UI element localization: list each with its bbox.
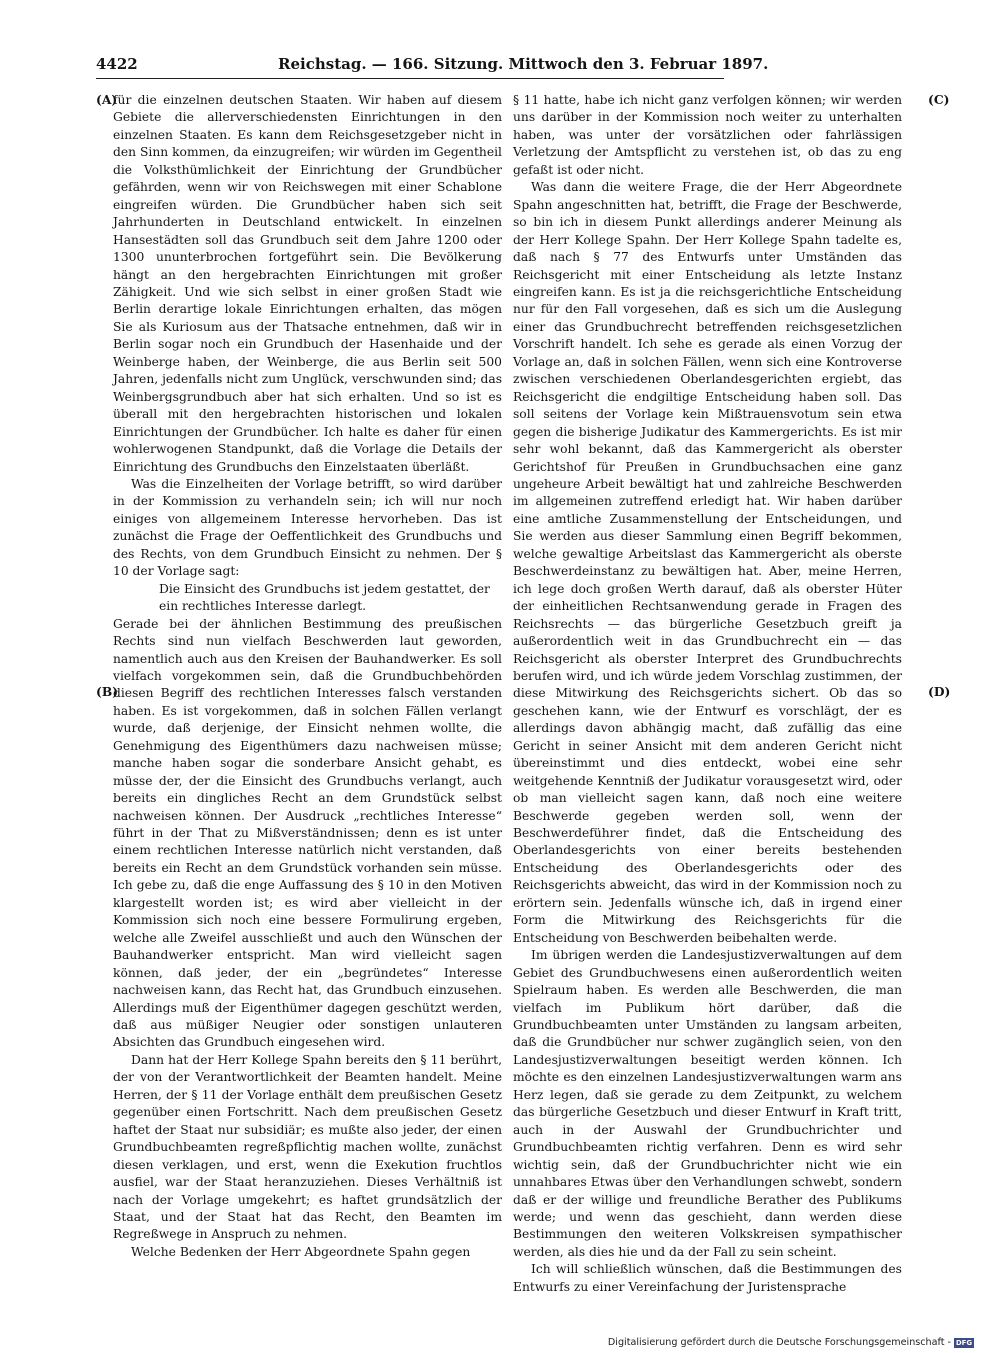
credit-text: Digitalisierung gefördert durch die Deutsche Forschungsgemeinschaft -	[607, 1337, 951, 1348]
dfg-logo: DFG	[955, 1338, 973, 1347]
paragraph: Dann hat der Herr Kollege Spahn bereits den § 11 berührt, der von der Verantwortlichkeit der Beamten handelt. Meine Herren, der § 11 der Vorlage enthält dem preußischen Gesetz gegenüber einen Fortschritt. Nach dem preußischen Gesetz haftet der Staat nur subsidiär; es mußte also jeder, der einen Grundbuchbeamten regreßpflichtig machen wollte, zunächst diesen verklagen, und erst, wenn die Exekution fruchtlos ausfiel, war der Staat heranzuziehen. Dieses Verhältniß ist nach der Vorlage umgekehrt; es haftet grundsätzlich der Staat, und der Staat hat das Recht, den Beamten im Regreßwege in Anspruch zu nehmen.	[113, 1052, 502, 1242]
page-header	[96, 54, 769, 79]
right-column	[513, 92, 902, 1294]
left-column	[113, 92, 502, 1272]
paragraph: § 11 hatte, habe ich nicht ganz verfolgen können; wir werden uns darüber in der Kommission noch weiter zu unterhalten haben, was unter der vorsätzlichen oder fahrlässigen Verletzung der Amtspflicht zu verstehen ist, ob das zu eng gefaßt ist oder nicht.	[513, 93, 902, 177]
paragraph: Gerade bei der ähnlichen Bestimmung des preußischen Rechts sind nun vielfach Beschwerden laut geworden, namentlich auch aus den Kreisen der Bauhandwerker. Es soll vielfach vorgekommen sein, daß die Grundbuchbehörden diesen Begriff des rechtlichen Interesses falsch verstanden haben. Es ist vorgekommen, daß in solchen Fällen verlangt wurde, daß derjenige, der Einsicht nehmen wollte, die Genehmigung des Eigenthümers dazu nachweisen müsse; manche haben sogar die sonderbare Ansicht gehabt, es müsse der, der die Einsicht des Grundbuchs verlangt, auch bereits ein dingliches Recht an dem Grundstück selbst nachweisen können. Der Ausdruck „rechtliches Interesse“ führt in der That zu Mißverständnissen; denn es ist unter einem rechtlichen Interesse natürlich nicht verstanden, daß bereits ein Recht an dem Grundstück vorhanden sein müsse. Ich gebe zu, daß die enge Auffassung des § 10 in den Motiven klargestellt worden ist; es wird aber vielleicht in der Kommission sich noch eine bessere Formulirung ergeben, welche alle Zweifel ausschließt und auch den Wünschen der Bauhandwerker entspricht. Man wird vielleicht sagen können, daß jeder, der ein „begründetes“ Interesse nachweisen kann, das Recht hat, das Grundbuch einzusehen. Allerdings muß der Eigenthümer dagegen geschützt werden, daß aus müßiger Neugier oder sonstigen unlauteren Absichten das Grundbuch eingesehen wird.	[113, 616, 502, 1050]
paragraph: für die einzelnen deutschen Staaten. Wir haben auf diesem Gebiete die allerverschiedensten Einrichtungen in den einzelnen Staaten. Es kann dem Reichsgesetzgeber nicht in den Sinn kommen, da einzugreifen; wir würden im Gegentheil die Volksthümlichkeit der Einrichtung der Grundbücher gefährden, wenn wir von Reichswegen mit einer Schablone eingreifen würden. Die Grundbücher haben sich seit Jahrhunderten in Deutschland entwickelt. In einzelnen Hansestädten soll das Grundbuch seit dem Jahre 1200 oder 1300 ununterbrochen fortgeführt sein. Die Bevölkerung hängt an den hergebrachten Einrichtungen mit großer Zähigkeit. Und wie sich selbst in einer großen Stadt wie Berlin derartige lokale Einrichtungen erhalten, das mögen Sie als Kuriosum aus der Thatsache entnehmen, daß wir in Berlin sogar noch ein Grundbuch der Hasenhaide und der Weinberge haben, der Weinberge, die aus Berlin seit 500 Jahren, jedenfalls nicht zum Unglück, verschwunden sind; das Weinbergsgrundbuch aber hat sich erhalten. Und so ist es überall mit den hergebrachten historischen und lokalen Einrichtungen der Grundbücher. Ich halte es daher für einen wohlerwogenen Standpunkt, daß die Vorlage die Details der Einrichtung des Grundbuchs den Einzelstaaten überläßt.	[113, 93, 503, 474]
margin-marker-d: (D)	[928, 684, 951, 699]
paragraph: Was dann die weitere Frage, die der Herr Abgeordnete Spahn angeschnitten hat, betrifft, die Frage der Beschwerde, so bin ich in diesem Punkt allerdings anderer Meinung als der Herr Kollege Spahn. Der Herr Kollege Spahn tadelte es, daß nach § 77 des Entwurfs unter Umständen das Reichsgericht mit einer Entscheidung als letzte Instanz eingreifen kann. Es ist ja die reichsgerichtliche Entscheidung nur für den Fall vorgesehen, daß es sich um die Auslegung einer das Grundbuchrecht betreffenden reichsgesetzlichen Vorschrift handelt. Ich sehe es gerade als einen Vorzug der Vorlage an, daß in solchen Fällen, wenn sich eine Kontroverse zwischen verschiedenen Oberlandesgerichten ergiebt, das Reichsgericht die endgiltige Entscheidung haben soll. Das soll seitens der Vorlage kein Mißtrauensvotum sein etwa gegen die bisherige Judikatur des Kammergerichts. Es ist mir sehr wohl bekannt, daß das Kammergericht als oberster Gerichtshof für Preußen in Grundbuchsachen eine ganz ungeheure Arbeit bewältigt hat und zahlreiche Beschwerden im allgemeinen zutreffend erledigt hat. Wir haben darüber eine amtliche Zusammenstellung der Entscheidungen, und Sie werden aus dieser Sammlung einen Begriff bekommen, welche gewaltige Arbeitslast das Kammergericht als oberste Beschwerdeinstanz zu bewältigen hat. Aber, meine Herren, ich lege doch großen Werth darauf, daß als oberster Hüter der einheitlichen Rechtsanwendung gerade in Fragen des Reichsrechts — das bürgerliche Gesetzbuch greift ja außerordentlich weit in das Grundbuchrecht ein — das Reichsgericht als oberster Interpret des Grundbuchrechts berufen wird, und ich würde jedem Vorschlag zustimmen, der diese Mitwirkung des Reichsgerichts sichert. Ob das so geschehen kann, wie der Entwurf es vorschlägt, der es allerdings davon abhängig macht, daß zufällig das eine Gericht in seiner Ansicht mit dem anderen Gericht nicht übereinstimmt und dies entdeckt, wobei eine sehr weitgehende Kenntniß der Judikatur vorausgesetzt wird, oder ob man vielleicht sagen kann, daß noch eine weitere Beschwerde gegeben werden soll, wenn der Beschwerdeführer findet, daß die Entscheidung des Oberlandesgerichts von einer bereits bestehenden Entscheidung des Oberlandesgerichts oder des Reichsgerichts abweicht, das wird in der Kommission noch zu erörtern sein. Jedenfalls wünsche ich, daß in irgend einer Form die Mitwirkung des Reichsgerichts für die Entscheidung von Beschwerden beibehalten werde.	[513, 180, 902, 945]
margin-marker-a: (A)	[96, 92, 118, 107]
running-head: Reichstag. — 166. Sitzung. Mittwoch den 3. Februar 1897.	[278, 55, 769, 73]
page-number: 4422	[96, 55, 138, 73]
paragraph: Im übrigen werden die Landesjustizverwaltungen auf dem Gebiet des Grundbuchwesens einen außerordentlich weiten Spielraum haben. Es werden alle Beschwerden, die man vielfach im Publikum hört darüber, daß die Grundbuchbeamten unter Umständen zu langsam arbeiten, daß die Grundbücher nur schwer zugänglich seien, von den Landesjustizverwaltungen beseitigt werden können. Ich möchte es den einzelnen Landesjustizverwaltungen warm ans Herz legen, daß sie gerade zu dem Zeitpunkt, zu welchem das bürgerliche Gesetzbuch und dieser Entwurf in Kraft tritt, auch in der Auswahl der Grundbuchrichter und Grundbuchbeamten richtig verfahren. Denn es wird sehr wichtig sein, daß der Grundbuchrichter nicht wie ein unnahbares Etwas über den Verhandlungen schwebt, sondern daß er der willige und freundliche Berather des Publikums werde; und wenn das geschieht, dann werden diese Bestimmungen den weiteren Volkskreisen sympathischer werden, als dies hie und da der Fall zu sein scheint.	[513, 948, 902, 1259]
digitization-credit	[608, 1337, 974, 1348]
quotation: Die Einsicht des Grundbuchs ist jedem gestattet, der ein rechtliches Interesse darlegt.	[159, 581, 490, 614]
paragraph: Welche Bedenken der Herr Abgeordnete Spahn gegen	[131, 1244, 471, 1259]
margin-marker-b: (B)	[96, 684, 119, 699]
margin-marker-c: (C)	[928, 92, 950, 107]
paragraph: Ich will schließlich wünschen, daß die Bestimmungen des Entwurfs zu einer Vereinfachung der Juristensprache	[513, 1262, 902, 1294]
paragraph: Was die Einzelheiten der Vorlage betrifft, so wird darüber in der Kommission zu verhandeln sein; ich will nur noch einiges von allgemeinem Interesse hervorheben. Das ist zunächst die Frage der Oeffentlichkeit des Grundbuchs und des Rechts, von dem Grundbuch Einsicht zu nehmen. Der § 10 der Vorlage sagt:	[113, 476, 502, 579]
